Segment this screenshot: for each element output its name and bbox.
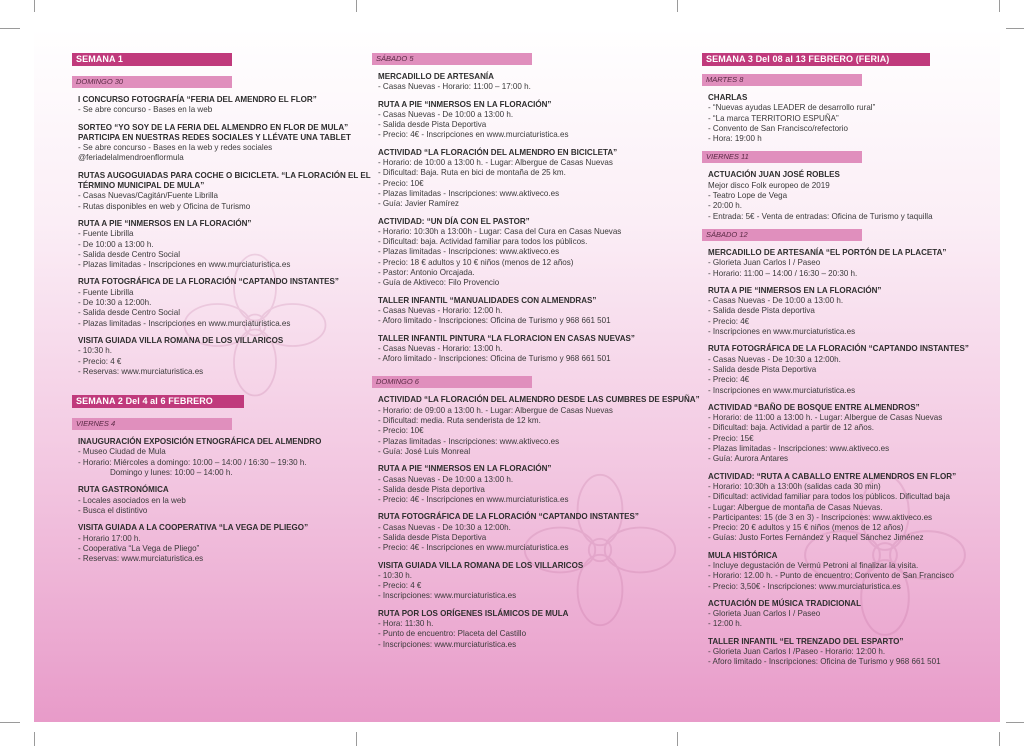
event-detail: - Horario: 10:30h a 13:00h (salidas cada 30 min) bbox=[708, 481, 881, 491]
column-semana-1 bbox=[76, 53, 371, 564]
event-title: I CONCURSO FOTOGRAFÍA “FERIA DEL AMENDRO EL FLOR” bbox=[78, 95, 317, 104]
event-detail: - Horario 17:00 h. bbox=[78, 533, 141, 543]
event-item bbox=[378, 296, 646, 327]
event-detail: - Plazas limitadas - Inscripciones: www.aktiveco.es bbox=[378, 188, 560, 198]
event-item bbox=[78, 336, 340, 377]
fold-mark bbox=[356, 732, 357, 746]
event-title: ACTIVIDAD “LA FLORACIÓN DEL ALMENDRO DESDE LAS CUMBRES DE ESPUÑA” bbox=[378, 395, 700, 405]
event-detail: - Museo Ciudad de Mula bbox=[78, 447, 166, 457]
event-detail: - 10:30 h. bbox=[378, 570, 412, 580]
event-detail: - Casas Nuevas - Horario: 11:00 – 17:00 h. bbox=[378, 82, 531, 92]
event-detail: - Salida desde Pista deportiva bbox=[378, 484, 485, 494]
event-title: RUTA FOTOGRÁFICA DE LA FLORACIÓN “CAPTANDO INSTANTES” bbox=[78, 277, 339, 287]
column-semana-3 bbox=[706, 53, 969, 668]
event-detail: - Precio: 4€ - Inscripciones en www.murciaturistica.es bbox=[378, 543, 569, 553]
event-item bbox=[708, 286, 958, 337]
event-detail: - Fuente Librilla bbox=[78, 229, 134, 239]
event-detail: - Aforo limitado - Inscripciones: Oficina de Turismo y 968 661 501 bbox=[708, 657, 941, 667]
event-detail: - “Nuevas ayudas LEADER de desarrollo rural” bbox=[708, 103, 876, 113]
event-detail: - Locales asociados en la web bbox=[78, 495, 186, 505]
event-detail: - Precio: 4€ - Inscripciones en www.murciaturistica.es bbox=[378, 130, 569, 140]
event-detail: - Dificultad: baja. Actividad a partir de 12 años. bbox=[708, 423, 874, 433]
event-item bbox=[708, 551, 958, 592]
day-header: SÁBADO 12 bbox=[702, 229, 862, 241]
event-detail: - Busca el distintivo bbox=[78, 505, 148, 515]
event-detail: - Precio: 15€ bbox=[708, 433, 754, 443]
week-header: SEMANA 1 bbox=[72, 53, 232, 66]
event-detail: - Participantes: 15 (de 3 en 3) - Inscripciones: www.aktiveco.es bbox=[708, 512, 933, 522]
event-detail: - De 10:30 a 12:00h. bbox=[78, 298, 152, 308]
event-item bbox=[78, 122, 351, 164]
event-item bbox=[378, 395, 700, 457]
event-detail: - Entrada: 5€ - Venta de entradas: Oficina de Turismo y taquilla bbox=[708, 211, 933, 221]
event-title: ACTIVIDAD “LA FLORACIÓN DEL ALMENDRO EN BICICLETA” bbox=[378, 147, 618, 157]
event-detail: - Hora: 11:30 h. bbox=[378, 619, 434, 629]
event-title: RUTA A PIE “INMERSOS EN LA FLORACIÓN” bbox=[378, 464, 552, 474]
event-detail: - Dificultad: baja. Actividad familiar para todos los públicos. bbox=[378, 237, 588, 247]
event-item bbox=[378, 72, 646, 93]
event-detail: - Precio: 4€ bbox=[708, 316, 750, 326]
event-detail: - Plazas limitadas - Inscripciones en www.murciaturistica.es bbox=[78, 318, 291, 328]
event-title: MERCADILLO DE ARTESANÍA bbox=[378, 72, 494, 81]
event-item bbox=[378, 148, 646, 210]
event-detail: - Precio: 4 € bbox=[378, 581, 422, 591]
event-detail: - Horario: de 11:00 a 13:00 h. - Lugar: Albergue de Casas Nuevas bbox=[708, 413, 943, 423]
event-detail: - Salida desde Pista Deportiva bbox=[378, 532, 487, 542]
event-detail: - “La marca TERRITORIO ESPUÑA” bbox=[708, 113, 839, 123]
event-item bbox=[378, 100, 646, 141]
crop-mark bbox=[0, 28, 20, 29]
fold-mark bbox=[677, 0, 678, 12]
event-detail: - Guía de Aktiveco: Filo Provencio bbox=[378, 278, 500, 288]
day-header: SÁBADO 5 bbox=[372, 53, 532, 65]
event-item bbox=[708, 344, 969, 395]
event-item bbox=[378, 609, 646, 650]
event-title: TALLER INFANTIL “MANUALIDADES CON ALMENDRAS” bbox=[378, 295, 597, 305]
event-detail: - Horario: 10:30h a 13:00h - Lugar: Casa del Cura en Casas Nuevas bbox=[378, 226, 622, 236]
event-detail: - Casas Nuevas - De 10:30 a 12:00h. bbox=[708, 354, 841, 364]
event-detail: - Horario: de 10:00 a 13:00 h. - Lugar: Albergue de Casas Nuevas bbox=[378, 158, 613, 168]
event-detail: - Aforo limitado - Inscripciones: Oficina de Turismo y 968 661 501 bbox=[378, 354, 611, 364]
event-item bbox=[78, 219, 340, 270]
event-detail: - Precio: 20 € adultos y 15 € niños (menos de 12 años) bbox=[708, 523, 904, 533]
event-detail: - Horario: Miércoles a domingo: 10:00 – 14:00 / 16:30 – 19:30 h. bbox=[78, 457, 307, 467]
event-title: TÉRMINO MUNICIPAL DE MULA” bbox=[78, 181, 205, 191]
fold-mark bbox=[677, 732, 678, 746]
event-title: RUTA A PIE “INMERSOS EN LA FLORACIÓN” bbox=[378, 99, 552, 109]
event-item bbox=[708, 248, 958, 279]
event-detail: - Dificultad: Baja. Ruta en bici de montaña de 25 km. bbox=[378, 168, 566, 178]
event-detail: - Incluye degustación de Vermú Petroni al finalizar la visita. bbox=[708, 560, 919, 570]
event-title: ACTIVIDAD: “RUTA A CABALLO ENTRE ALMENDROS EN FLOR” bbox=[708, 471, 957, 481]
day-header: DOMINGO 30 bbox=[72, 76, 232, 88]
event-item bbox=[78, 437, 340, 478]
event-detail: - Salida desde Pista Deportiva bbox=[708, 364, 817, 374]
event-item bbox=[78, 95, 340, 116]
event-detail: - Horario: de 09:00 a 13:00 h. - Lugar: Albergue de Casas Nuevas bbox=[378, 405, 613, 415]
event-detail: - Casas Nuevas - De 10:00 a 13:00 h. bbox=[378, 109, 514, 119]
event-title: RUTA A PIE “INMERSOS EN LA FLORACIÓN” bbox=[78, 218, 252, 228]
event-item bbox=[378, 512, 646, 553]
event-title: RUTA GASTRONÓMICA bbox=[78, 485, 169, 495]
event-item bbox=[78, 523, 340, 564]
event-item bbox=[708, 599, 958, 630]
event-detail: - Cooperativa “La Vega de Pliego” bbox=[78, 543, 200, 553]
event-detail: - De 10:00 a 13:00 h. bbox=[78, 239, 154, 249]
event-detail: - Casas Nuevas - De 10:00 a 13:00 h. bbox=[708, 296, 844, 306]
event-item bbox=[378, 217, 646, 289]
event-title: RUTA FOTOGRÁFICA DE LA FLORACIÓN “CAPTANDO INSTANTES” bbox=[378, 512, 639, 522]
event-detail: - Se abre concurso - Bases en la web bbox=[78, 105, 213, 115]
event-detail: - Casas Nuevas - Horario: 13:00 h. bbox=[378, 343, 503, 353]
event-detail: - Plazas limitadas - Inscripciones en www.murciaturistica.es bbox=[78, 260, 291, 270]
event-title: VISITA GUIADA VILLA ROMANA DE LOS VILLARICOS bbox=[378, 560, 584, 570]
event-detail: - Punto de encuentro: Placeta del Castillo bbox=[378, 629, 527, 639]
event-detail: - Inscripciones: www.murciaturistica.es bbox=[378, 591, 517, 601]
day-header: MARTES 8 bbox=[702, 74, 862, 86]
event-detail: - Inscripciones: www.murciaturistica.es bbox=[378, 639, 517, 649]
event-detail: Mejor disco Folk europeo de 2019 bbox=[708, 180, 830, 190]
crop-mark bbox=[34, 0, 35, 12]
event-detail: - 12:00 h. bbox=[708, 619, 742, 629]
event-title: VISITA GUIADA A LA COOPERATIVA “LA VEGA DE PLIEGO” bbox=[78, 523, 309, 533]
day-header: VIERNES 4 bbox=[72, 418, 232, 430]
event-title: ACTIVIDAD: “UN DÍA CON EL PASTOR” bbox=[378, 216, 530, 226]
event-detail: - Dificultad: actividad familiar para todos los públicos. Dificultad baja bbox=[708, 492, 950, 502]
event-detail: - Precio: 4€ - Inscripciones en www.murciaturistica.es bbox=[378, 495, 569, 505]
event-item bbox=[708, 472, 958, 544]
event-detail: - Horario: 11:00 – 14:00 / 16:30 – 20:30 h. bbox=[708, 268, 858, 278]
crop-mark bbox=[1006, 28, 1024, 29]
event-detail: - Hora: 19:00 h bbox=[708, 134, 762, 144]
event-detail: - Plazas limitadas - Inscripciones: www.aktiveco.es bbox=[378, 436, 560, 446]
event-detail: - Reservas: www.murciaturistica.es bbox=[78, 366, 204, 376]
event-title: ACTUACIÓN DE MÚSICA TRADICIONAL bbox=[708, 598, 862, 608]
event-detail: - Dificultad: media. Ruta senderista de 12 km. bbox=[378, 416, 541, 426]
crop-mark bbox=[1006, 722, 1024, 723]
event-detail: - Salida desde Centro Social bbox=[78, 308, 180, 318]
event-title: TALLER INFANTIL “EL TRENZADO DEL ESPARTO” bbox=[708, 636, 904, 646]
event-title: CHARLAS bbox=[708, 93, 748, 102]
event-detail: - Se abre concurso - Bases en la web y redes sociales bbox=[78, 143, 273, 153]
event-detail: - Casas Nuevas/Cagitán/Fuente Librilla bbox=[78, 191, 218, 201]
event-title: MULA HISTÓRICA bbox=[708, 550, 778, 560]
event-detail: - Pastor: Antonio Orcajada. bbox=[378, 268, 475, 278]
event-detail: - Aforo limitado - Inscripciones: Oficina de Turismo y 968 661 501 bbox=[378, 316, 611, 326]
event-title: ACTUACIÓN JUAN JOSÉ ROBLES bbox=[708, 170, 840, 180]
event-title: INAUGURACIÓN EXPOSICIÓN ETNOGRÁFICA DEL ALMENDRO bbox=[78, 437, 322, 447]
event-detail: - Horario: 12.00 h. - Punto de encuentro: Convento de San Francisco bbox=[708, 571, 955, 581]
event-detail: - Precio: 18 € adultos y 10 € niños (menos de 12 años) bbox=[378, 257, 574, 267]
crop-mark bbox=[999, 0, 1000, 12]
week-header: SEMANA 2 Del 4 al 6 FEBRERO bbox=[72, 395, 244, 408]
event-title: RUTA POR LOS ORÍGENES ISLÁMICOS DE MULA bbox=[378, 608, 569, 618]
event-item bbox=[78, 485, 340, 516]
fold-mark bbox=[356, 0, 357, 12]
event-detail: - Salida desde Pista Deportiva bbox=[378, 120, 487, 130]
event-detail: - Fuente Librilla bbox=[78, 287, 134, 297]
event-title: ACTIVIDAD “BAÑO DE BOSQUE ENTRE ALMENDROS” bbox=[708, 402, 920, 412]
event-item bbox=[78, 170, 371, 212]
event-detail: - 10:30 h. bbox=[78, 346, 112, 356]
event-detail: - Casas Nuevas - Horario: 12:00 h. bbox=[378, 305, 503, 315]
event-detail: - Guías: Justo Fortes Fernández y Raquel Sánchez Jiménez bbox=[708, 533, 924, 543]
event-item bbox=[78, 277, 340, 328]
event-detail: - Plazas limitadas - Inscripciones: www.aktiveco.es bbox=[378, 247, 560, 257]
event-detail: - Precio: 4€ bbox=[708, 375, 750, 385]
crop-mark bbox=[34, 732, 35, 746]
event-detail: - Guía: Javier Ramírez bbox=[378, 199, 459, 209]
event-detail: - Inscripciones en www.murciaturistica.es bbox=[708, 327, 856, 337]
event-item bbox=[378, 464, 646, 505]
event-detail: Domingo y lunes: 10:00 – 14:00 h. bbox=[110, 468, 233, 478]
event-detail: @feriadelalmendroenflormula bbox=[78, 153, 184, 163]
event-detail: - Casas Nuevas - De 10:30 a 12:00h. bbox=[378, 522, 511, 532]
event-detail: - Precio: 3,50€ - Inscripciones: www.murciaturistica.es bbox=[708, 581, 901, 591]
week-header: SEMANA 3 Del 08 al 13 FEBRERO (FERIA) bbox=[702, 53, 930, 66]
day-header: VIERNES 11 bbox=[702, 151, 862, 163]
event-detail: - Glorieta Juan Carlos I / Paseo bbox=[708, 609, 821, 619]
event-detail: - Lugar: Albergue de montaña de Casas Nuevas. bbox=[708, 502, 883, 512]
event-item bbox=[708, 637, 958, 668]
event-item bbox=[378, 334, 646, 365]
event-detail: - Guía: Aurora Antares bbox=[708, 454, 789, 464]
event-detail: - Guía: José Luis Monreal bbox=[378, 446, 471, 456]
event-detail: - Plazas limitadas - Inscripciones: www.aktiveco.es bbox=[708, 444, 890, 454]
event-title: PARTICIPA EN NUESTRAS REDES SOCIALES Y LLÉVATE UNA TABLET bbox=[78, 132, 351, 142]
event-detail: - Casas Nuevas - De 10:00 a 13:00 h. bbox=[378, 474, 514, 484]
event-detail: - Reservas: www.murciaturistica.es bbox=[78, 554, 204, 564]
event-detail: - Convento de San Francisco/refectorio bbox=[708, 123, 848, 133]
event-detail: - Glorieta Juan Carlos I / Paseo bbox=[708, 258, 821, 268]
event-detail: - Salida desde Pista deportiva bbox=[708, 306, 815, 316]
event-detail: - Inscripciones en www.murciaturistica.es bbox=[708, 385, 856, 395]
event-title: RUTA FOTOGRÁFICA DE LA FLORACIÓN “CAPTANDO INSTANTES” bbox=[708, 344, 969, 354]
event-title: VISITA GUIADA VILLA ROMANA DE LOS VILLARICOS bbox=[78, 335, 284, 345]
event-detail: - 20:00 h. bbox=[708, 201, 742, 211]
event-item bbox=[708, 170, 958, 221]
event-title: SORTEO “YO SOY DE LA FERIA DEL ALMENDRO EN FLOR DE MULA” bbox=[78, 122, 349, 132]
event-item bbox=[708, 403, 958, 465]
event-detail: - Precio: 10€ bbox=[378, 426, 424, 436]
crop-mark bbox=[999, 732, 1000, 746]
event-detail: - Precio: 10€ bbox=[378, 178, 424, 188]
day-header: DOMINGO 6 bbox=[372, 376, 532, 388]
event-title: TALLER INFANTIL PINTURA “LA FLORACION EN CASAS NUEVAS” bbox=[378, 333, 635, 343]
event-title: RUTA A PIE “INMERSOS EN LA FLORACIÓN” bbox=[708, 285, 882, 295]
event-item bbox=[378, 561, 646, 602]
event-item bbox=[708, 93, 958, 144]
event-detail: - Precio: 4 € bbox=[78, 356, 122, 366]
event-detail: - Glorieta Juan Carlos I /Paseo - Horario: 12:00 h. bbox=[708, 647, 886, 657]
event-title: MERCADILLO DE ARTESANÍA “EL PORTÓN DE LA PLACETA” bbox=[708, 247, 947, 257]
event-detail: - Salida desde Centro Social bbox=[78, 249, 180, 259]
crop-mark bbox=[0, 722, 20, 723]
event-title: RUTAS AUGOGUIADAS PARA COCHE O BICICLETA. “LA FLORACIÓN EL EL bbox=[78, 170, 371, 180]
column-semana-2 bbox=[376, 53, 700, 650]
event-detail: - Teatro Lope de Vega bbox=[708, 191, 788, 201]
event-detail: - Rutas disponibles en web y Oficina de Turismo bbox=[78, 201, 251, 211]
